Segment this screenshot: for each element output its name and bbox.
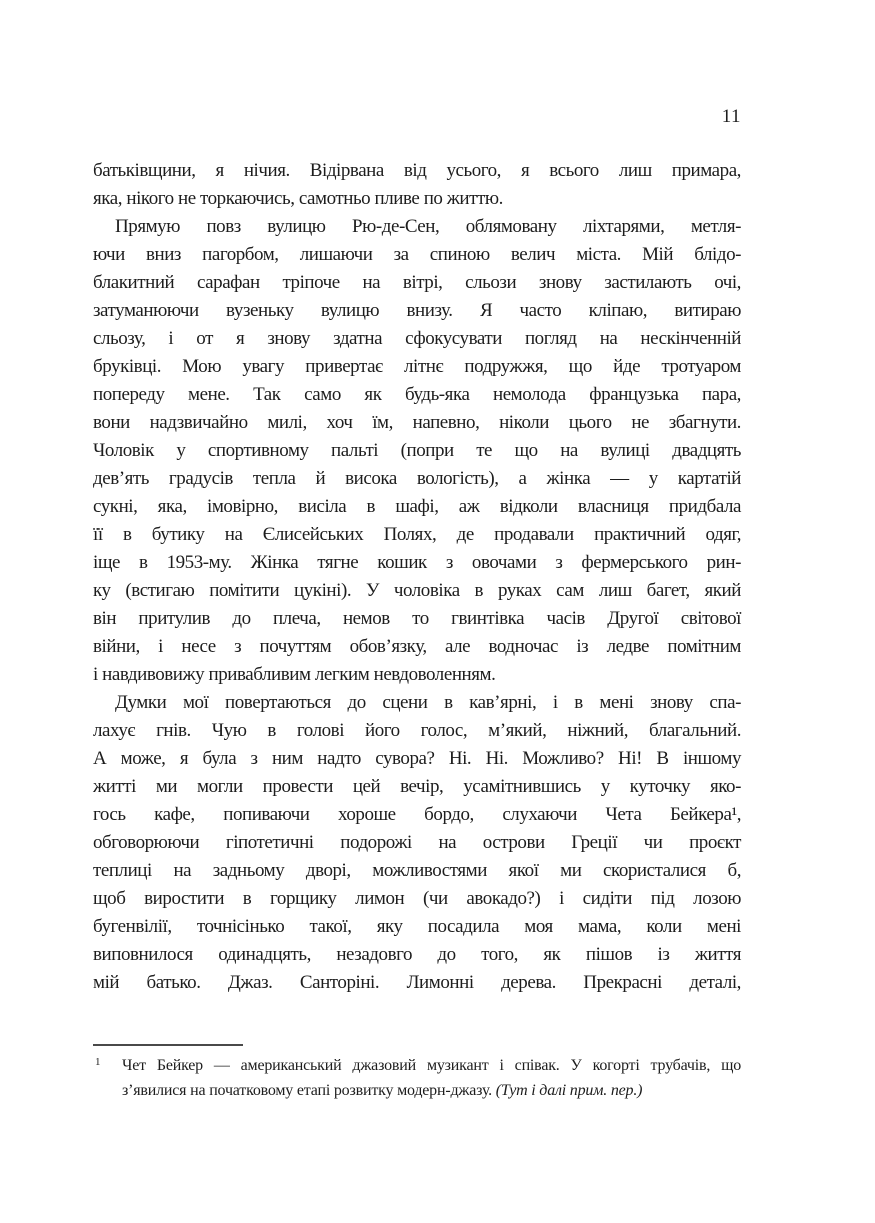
text-line: гось кафе, попиваючи хороше бордо, слухаючи Чета Бейкера¹,: [93, 804, 741, 825]
text-line: обговорюючи гіпотетичні подорожі на острови Греції чи проєкт: [93, 832, 741, 853]
text-line: дев’ять градусів тепла й висока вологість), а жінка — у картатій: [93, 468, 741, 489]
text-line: затуманюючи вузеньку вулицю внизу. Я часто кліпаю, витираю: [93, 300, 741, 321]
text-line: лахує гнів. Чую в голові його голос, м’який, ніжний, благальний.: [93, 720, 741, 741]
text-line: Думки мої повертаються до сцени в кав’ярні, і в мені знову спа-: [115, 692, 741, 713]
footnote-marker: 1: [95, 1056, 101, 1068]
footnote-text-segment: Чет Бейкер — американський джазовий музикант і співак. У когорті трубачів, що: [122, 1057, 741, 1074]
footnote-rule: [93, 1044, 243, 1046]
text-line: її в бутику на Єлисейських Полях, де продавали практичний одяг,: [93, 524, 741, 545]
page-number: 11: [721, 106, 741, 127]
text-line: сукні, яка, імовірно, висіла в шафі, аж відколи власниця придбала: [93, 496, 741, 517]
text-line: вони надзвичайно милі, хоч їм, напевно, ніколи цього не збагнути.: [93, 412, 741, 433]
text-line: війни, і несе з почуттям обов’язку, але водночас із ледве помітним: [93, 636, 741, 657]
text-line: і навдивовижу привабливим легким невдоволенням.: [93, 664, 496, 685]
text-line: він притулив до плеча, немов то гвинтівка часів Другої світової: [93, 608, 741, 629]
footnote-translator-note: (Тут і далі прим. пер.): [495, 1082, 643, 1099]
text-line: іще в 1953-му. Жінка тягне кошик з овочами з фермерського рин-: [93, 552, 741, 573]
text-line: бруківці. Мою увагу привертає літнє подружжя, що йде тротуаром: [93, 356, 741, 377]
text-line: А може, я була з ним надто сувора? Ні. Ні. Можливо? Ні! В іншому: [93, 748, 741, 769]
footnote-text: [122, 1053, 741, 1103]
footnote-line: [122, 1053, 741, 1078]
text-line: мій батько. Джаз. Санторіні. Лимонні дерева. Прекрасні деталі,: [93, 972, 741, 993]
footnote-text-segment: з’явилися на початковому етапі розвитку модерн-джазу.: [122, 1082, 496, 1099]
text-column: [93, 0, 741, 1223]
text-line: сльозу, і от я знову здатна сфокусувати погляд на нескінченній: [93, 328, 741, 349]
body-text: [93, 157, 741, 997]
text-line: попереду мене. Так само як будь-яка немолода французька пара,: [93, 384, 741, 405]
text-line: ку (встигаю помітити цукіні). У чоловіка в руках сам лиш багет, який: [93, 580, 741, 601]
text-line: ючи вниз пагорбом, лишаючи за спиною велич міста. Мій блідо-: [93, 244, 741, 265]
text-line: щоб виростити в горщику лимон (чи авокадо?) і сидіти під лозою: [93, 888, 741, 909]
text-line: яка, нікого не торкаючись, самотньо пливе по життю.: [93, 188, 503, 209]
text-line: теплиці на задньому дворі, можливостями якої ми скористалися б,: [93, 860, 741, 881]
footnote-line: [122, 1078, 741, 1103]
text-line: батьківщини, я нічия. Відірвана від усього, я всього лиш примара,: [93, 160, 741, 181]
text-line: Прямую повз вулицю Рю-де-Сен, облямовану ліхтарями, метля-: [115, 216, 741, 237]
text-line: виповнилося одинадцять, незадовго до того, як пішов із життя: [93, 944, 741, 965]
text-line: Чоловік у спортивному пальті (попри те що на вулиці двадцять: [93, 440, 741, 461]
footnote: [93, 1053, 741, 1103]
text-line: житті ми могли провести цей вечір, усамітнившись у куточку яко-: [93, 776, 741, 797]
text-line: бугенвілії, точнісінько такої, яку посадила моя мама, коли мені: [93, 916, 741, 937]
text-line: блакитний сарафан тріпоче на вітрі, сльози знову застилають очі,: [93, 272, 741, 293]
